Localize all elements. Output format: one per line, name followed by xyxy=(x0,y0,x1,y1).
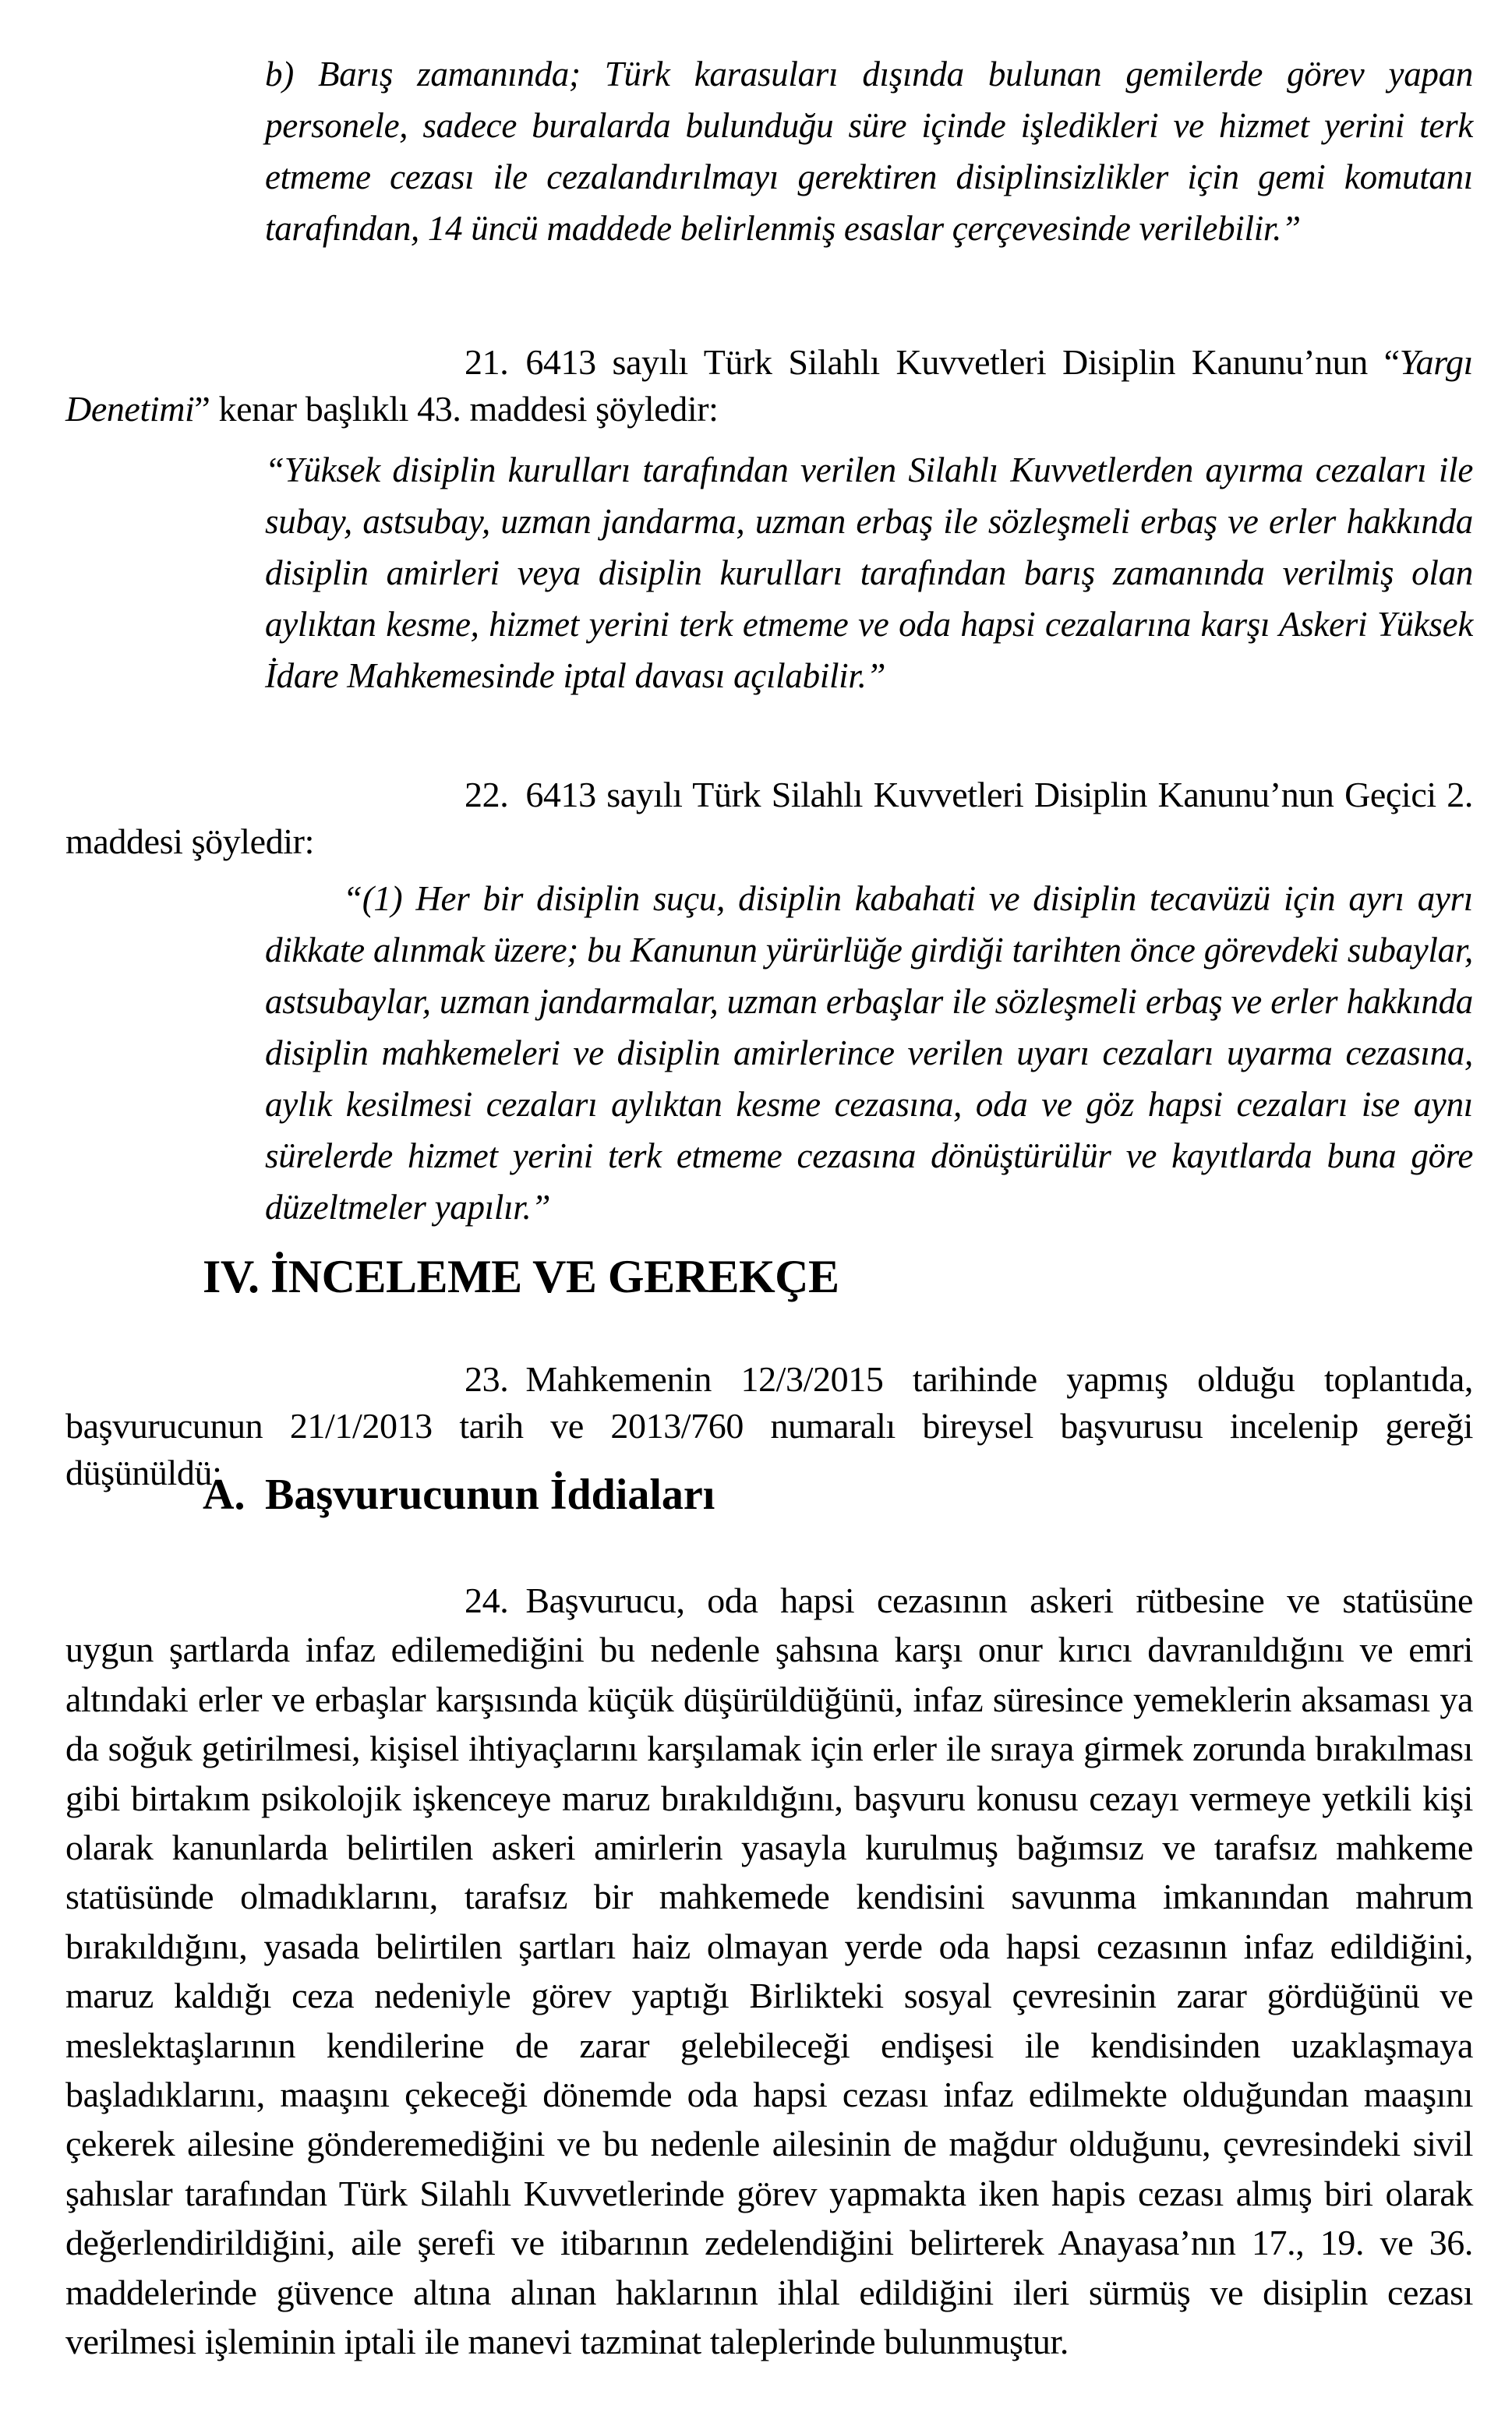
subsection-title: Başvurucunun İddiaları xyxy=(265,1471,715,1519)
paragraph-text: Mahkemenin 12/3/2015 tarihinde yapmış olduğu toplantıda, başvurucunun 21/1/2013 tarih ve 2013/760 numaralı bireysel başvurusu incelenip gereği düşünüldü: xyxy=(65,1359,1473,1492)
paragraph-24 xyxy=(65,1576,1473,2367)
section-heading: IV. İNCELEME VE GEREKÇE xyxy=(203,1251,839,1302)
paragraph-22 xyxy=(65,772,1473,865)
subsection-letter: A. xyxy=(203,1471,246,1519)
italic-title: Yargı Denetimi xyxy=(65,342,1473,429)
quoted-provisional-article-2 xyxy=(265,873,1473,1233)
quoted-clause-b xyxy=(265,48,1473,254)
quote-text: b) Barış zamanında; Türk karasuları dışında bulunan gemilerde görev yapan personele, sadece buralarda bulunduğu süre içinde işledikleri ve hizmet yerini terk etmeme cezası ile cezalandırılmayı gerektiren disiplinsizlikler için gemi komutanı tarafından, 14 üncü maddede belirlenmiş esaslar çerçevesinde verilebilir.” xyxy=(265,55,1473,248)
paragraph-21 xyxy=(65,339,1473,433)
paragraph-text: 6413 sayılı Türk Silahlı Kuvvetleri Disiplin Kanunu’nun “ xyxy=(525,342,1400,382)
paragraph-text: Başvurucu, oda hapsi cezasının askeri rütbesine ve statüsüne uygun şartlarda infaz edilemediğini bu nedenle şahsına karşı onur kırıcı davranıldığını ve emri altındaki erler ve erbaşlar karşısında küçük düşürüldüğünü, infaz süresince yemeklerin aksaması ya da soğuk getirilmesi, kişisel ihtiyaçlarını karşılamak için erler ile sıraya girmek zorunda bırakılması gibi birtakım psikolojik işkenceye maruz bırakıldığını, başvuru konusu cezayı vermeye yetkili kişi olarak kanunlarda belirtilen askeri amirlerin yasayla kurulmuş bağımsız ve tarafsız mahkeme statüsünde olmadıklarını, tarafsız bir mahkemede kendisini savunma imkanından mahrum bırakıldığını, yasada belirtilen şartları haiz olmayan yerde oda hapsi cezasının infaz edildiğini, maruz kaldığı ceza nedeniyle görev yaptığı Birlikteki sosyal çevresinin zarar gördüğünü ve meslektaşlarının kendilerine de zarar gelebileceği endişesi ile kendisinden uzaklaşmaya başladıklarını, maaşını çekeceği dönemde oda hapsi cezası infaz edilmekte olduğundan maaşını çekerek ailesine gönderemediğini ve bu nedenle ailesinin de mağdur olduğunu, çevresindeki sivil şahıslar tarafından Türk Silahlı Kuvvetlerinde görev yapmakta iken hapis cezası almış biri olarak değerlendirildiğini, aile şerefi ve itibarının zedelendiğini belirterek Anayasa’nın 17., 19. ve 36. maddelerinde güvence altına alınan haklarının ihlal edildiğini ileri sürmüş ve disiplin cezası verilmesi işleminin iptali ile manevi tazminat taleplerinde bulunmuştur. xyxy=(65,1581,1473,2362)
paragraph-number: 24. xyxy=(465,1581,509,1620)
quoted-article-43 xyxy=(265,444,1473,701)
paragraph-text-cont: ” kenar başlıklı 43. maddesi şöyledir: xyxy=(194,389,719,429)
paragraph-text: 6413 sayılı Türk Silahlı Kuvvetleri Disiplin Kanunu’nun Geçici 2. maddesi şöyledir: xyxy=(65,775,1473,861)
paragraph-number: 23. xyxy=(465,1359,509,1399)
quote-text: “(1) Her bir disiplin suçu, disiplin kabahati ve disiplin tecavüzü için ayrı ayrı dikkate alınmak üzere; bu Kanunun yürürlüğe girdiği tarihten önce görevdeki subaylar, astsubaylar, uzman jandarmalar, uzman erbaşlar ile sözleşmeli erbaş ve erler hakkında disiplin mahkemeleri ve disiplin amirlerince verilen uyarı cezaları uyarma cezasına, aylık kesilmesi cezaları aylıktan kesme cezasına, oda ve göz hapsi cezaları ise aynı sürelerde hizmet yerini terk etmeme cezasına dönüştürülür ve kayıtlarda buna göre düzeltmeler yapılır.” xyxy=(265,879,1473,1227)
quote-text: “Yüksek disiplin kurulları tarafından verilen Silahlı Kuvvetlerden ayırma cezaları ile subay, astsubay, uzman jandarma, uzman erbaş ile sözleşmeli erbaş ve erler hakkında disiplin amirleri veya disiplin kurulları tarafından barış zamanında verilmiş olan aylıktan kesme, hizmet yerini terk etmeme ve oda hapsi cezalarına karşı Askeri Yüksek İdare Mahkemesinde iptal davası açılabilir.” xyxy=(265,450,1473,695)
paragraph-number: 22. xyxy=(465,775,509,814)
paragraph-number: 21. xyxy=(465,342,509,382)
subsection-heading xyxy=(203,1465,715,1524)
